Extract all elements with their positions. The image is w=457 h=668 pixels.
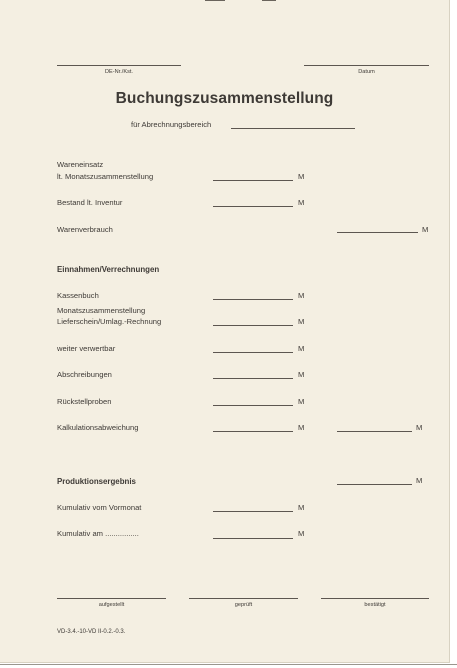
warenverbrauch-field[interactable] bbox=[337, 232, 418, 233]
abschreibungen-field[interactable] bbox=[213, 378, 293, 379]
kalkulationsabweichung-unit: M bbox=[298, 423, 305, 432]
produktionsergebnis-unit: M bbox=[416, 476, 423, 485]
wareneinsatz-label: Wareneinsatz bbox=[57, 160, 104, 169]
kumulativ-am-label: Kumulativ am ................ bbox=[57, 529, 139, 538]
kassenbuch-unit: M bbox=[298, 291, 305, 300]
kalkulationsabweichung-total-unit: M bbox=[416, 423, 423, 432]
warenverbrauch-label: Warenverbrauch bbox=[57, 225, 113, 234]
bestand-field[interactable] bbox=[213, 206, 293, 207]
datum-field[interactable] bbox=[304, 65, 429, 66]
aufgestellt-signature-line[interactable] bbox=[57, 598, 166, 599]
kumulativ-am-unit: M bbox=[298, 529, 305, 538]
rueckstellproben-field[interactable] bbox=[213, 405, 293, 406]
bestand-label: Bestand lt. Inventur bbox=[57, 198, 123, 207]
wareneinsatz-field[interactable] bbox=[213, 180, 293, 181]
form-code: VD-3.4.-10-VD II-0.2.-0.3. bbox=[57, 629, 126, 635]
einnahmen-heading: Einnahmen/Verrechnungen bbox=[57, 265, 160, 274]
abschreibungen-label: Abschreibungen bbox=[57, 370, 112, 379]
top-edge-mark bbox=[205, 0, 225, 1]
wareneinsatz-unit: M bbox=[298, 172, 305, 181]
kalkulationsabweichung-label: Kalkulationsabweichung bbox=[57, 423, 139, 432]
rueckstellproben-label: Rückstellproben bbox=[57, 397, 112, 406]
bestaetigt-label: bestätigt bbox=[364, 602, 386, 608]
weiter-verwertbar-unit: M bbox=[298, 344, 305, 353]
rueckstellproben-unit: M bbox=[298, 397, 305, 406]
de-nr-field[interactable] bbox=[57, 65, 181, 66]
weiter-verwertbar-label: weiter verwertbar bbox=[57, 344, 116, 353]
weiter-verwertbar-field[interactable] bbox=[213, 352, 293, 353]
wareneinsatz-sub-label: lt. Monatszusammenstellung bbox=[57, 172, 154, 181]
kassenbuch-field[interactable] bbox=[213, 299, 293, 300]
produktionsergebnis-field[interactable] bbox=[337, 484, 412, 485]
form-title: Buchungszusammenstellung bbox=[115, 90, 334, 107]
lieferschein-field[interactable] bbox=[213, 325, 293, 326]
kumulativ-am-field[interactable] bbox=[213, 538, 293, 539]
kumulativ-vormonat-unit: M bbox=[298, 503, 305, 512]
lieferschein-unit: M bbox=[298, 317, 305, 326]
produktionsergebnis-heading: Produktionsergebnis bbox=[57, 477, 136, 486]
kalkulationsabweichung-total-field[interactable] bbox=[337, 431, 412, 432]
bestaetigt-signature-line[interactable] bbox=[321, 598, 429, 599]
geprueft-label: geprüft bbox=[234, 602, 253, 608]
abrechnungsbereich-label: für Abrechnungsbereich bbox=[131, 120, 212, 129]
kassenbuch-label: Kassenbuch bbox=[57, 291, 99, 300]
de-nr-label: DE-Nr./Kst. bbox=[105, 69, 133, 75]
lieferschein-label: Lieferschein/Umlag.-Rechnung bbox=[57, 317, 162, 326]
abrechnungsbereich-field[interactable] bbox=[231, 128, 355, 129]
monatszusammenstellung-label: Monatszusammenstellung bbox=[57, 306, 146, 315]
geprueft-signature-line[interactable] bbox=[189, 598, 298, 599]
kumulativ-vormonat-field[interactable] bbox=[213, 511, 293, 512]
datum-label: Datum bbox=[358, 69, 375, 75]
kumulativ-vormonat-label: Kumulativ vom Vormonat bbox=[57, 503, 142, 512]
top-edge-mark bbox=[262, 0, 276, 1]
abschreibungen-unit: M bbox=[298, 370, 305, 379]
aufgestellt-label: aufgestellt bbox=[98, 602, 125, 608]
bestand-unit: M bbox=[298, 198, 305, 207]
warenverbrauch-unit: M bbox=[422, 225, 429, 234]
kalkulationsabweichung-field[interactable] bbox=[213, 431, 293, 432]
page-bottom-edge bbox=[0, 664, 457, 665]
